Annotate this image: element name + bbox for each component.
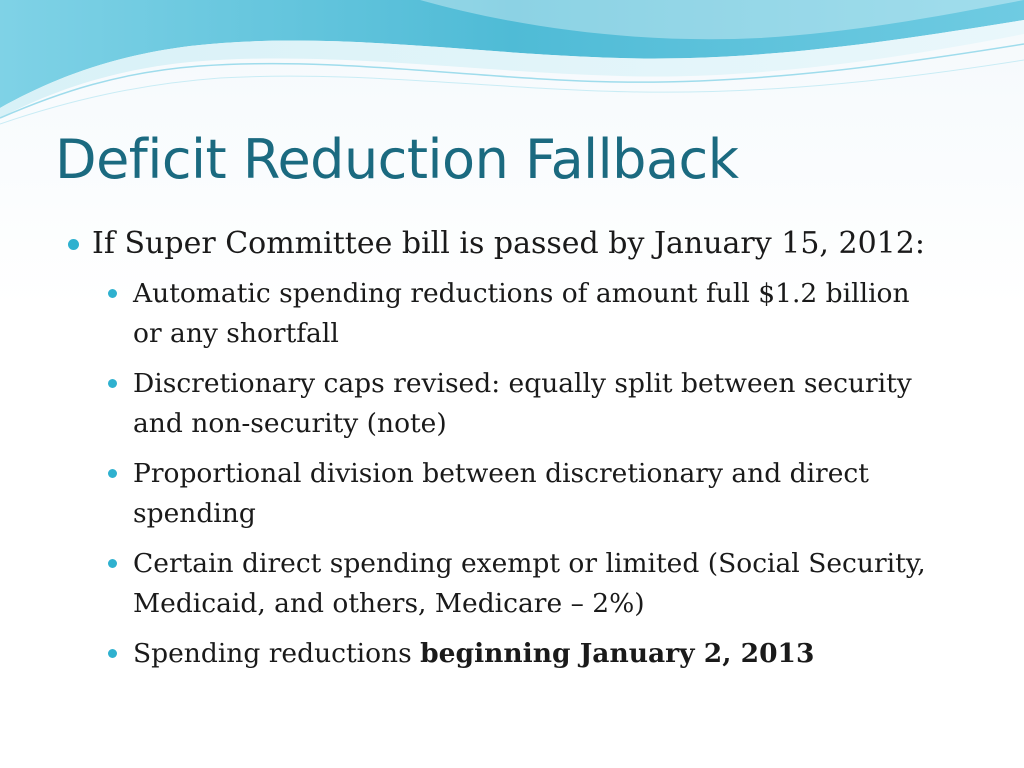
main-bullet [64,222,964,266]
sub-bullet [106,544,943,624]
sub-bullet [106,274,943,354]
sub-bullet-emphasis: beginning January 2, 2013 [420,638,815,669]
bullet-dot-icon [108,379,117,388]
main-bullet-text: If Super Committee bill is passed by January 15, 2012: [92,226,925,261]
sub-bullet-text: Automatic spending reductions of amount full $1.2 billion or any shortfall [133,278,910,349]
bullet-dot-icon [108,289,117,298]
slide-title: Deficit Reduction Fallback [55,128,739,191]
header-wave-decoration [0,0,1024,130]
bullet-dot-icon [68,239,79,250]
sub-bullet [106,454,943,534]
sub-bullet [106,634,943,674]
bullet-dot-icon [108,649,117,658]
sub-bullet-text: Proportional division between discretionary and direct spending [133,458,869,529]
bullet-dot-icon [108,469,117,478]
sub-bullet-text: Spending reductions [133,638,421,669]
sub-bullet-text: Certain direct spending exempt or limited (Social Security, Medicaid, and others, Medicare – 2%) [133,548,926,619]
sub-bullet-list [106,274,964,674]
bullet-dot-icon [108,559,117,568]
sub-bullet-text: Discretionary caps revised: equally split between security and non-security (note) [133,368,912,439]
sub-bullet [106,364,943,444]
slide-body [64,222,964,684]
